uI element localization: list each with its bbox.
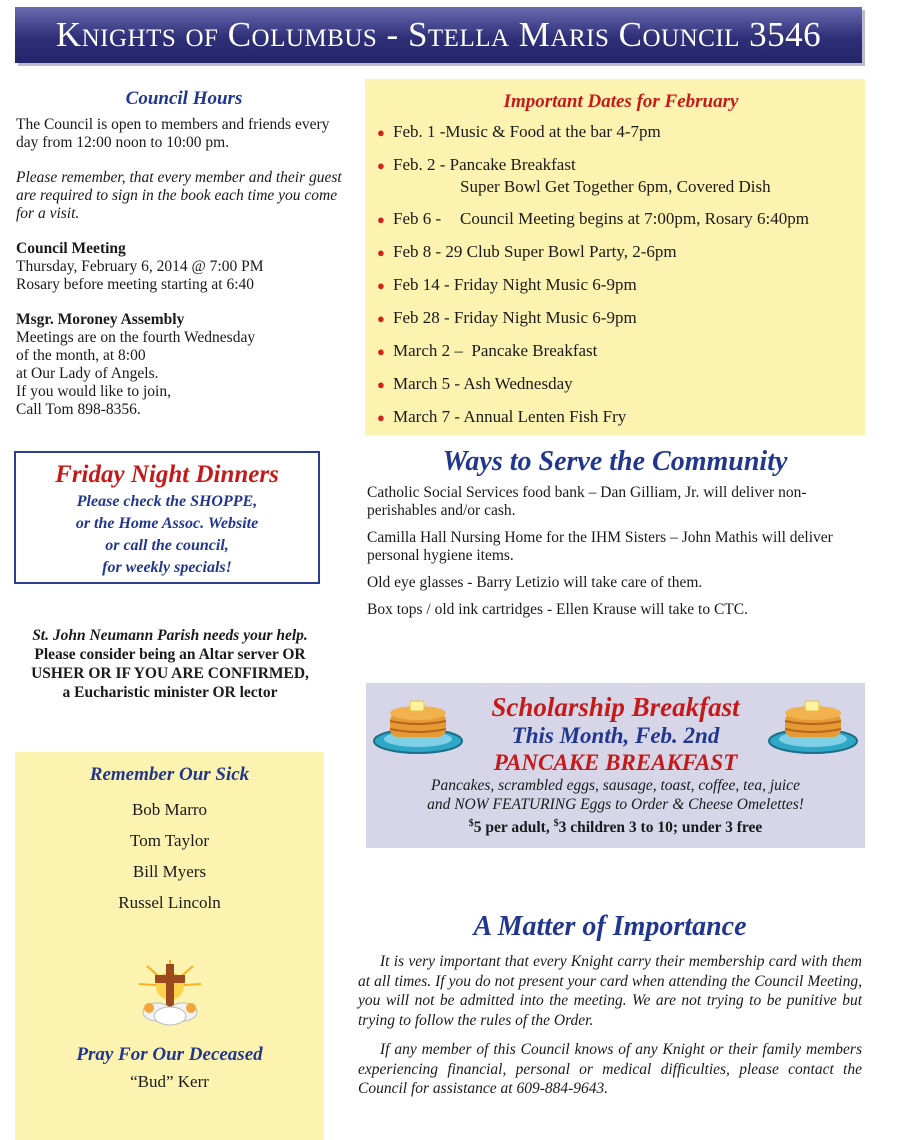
bullet-icon: ● bbox=[377, 245, 385, 260]
page-title: Knights of Columbus - Stella Maris Council 3546 bbox=[55, 15, 822, 54]
scholarship-menu: Pancakes, scrambled eggs, sausage, toast, coffee, tea, juice bbox=[431, 777, 800, 794]
sick-name: Bill Myers bbox=[132, 862, 207, 881]
importance-section bbox=[358, 910, 862, 1099]
bullet-icon: ● bbox=[377, 410, 385, 425]
date-label: Feb 6 - bbox=[393, 209, 442, 228]
assembly-line: Call Tom 898-8356. bbox=[16, 401, 141, 418]
bullet-icon: ● bbox=[377, 158, 385, 173]
importance-paragraph: It is very important that every Knight carry their membership card with them at all times. If you do not present your card when attending the Council Meeting, you will not be admitted into the meeting. We are not trying to be punitive but trying to follow the rules of the Order. bbox=[358, 953, 862, 1029]
bullet-icon: ● bbox=[377, 377, 385, 392]
date-label: Feb 28 - bbox=[393, 308, 450, 327]
header-banner bbox=[15, 7, 862, 63]
sick-name: Bob Marro bbox=[131, 800, 208, 819]
scholarship-subtitle: This Month, Feb. 2nd bbox=[511, 723, 720, 748]
date-item bbox=[377, 274, 865, 297]
scholarship-price bbox=[366, 814, 865, 837]
date-text: Ash Wednesday bbox=[463, 374, 573, 393]
friday-dinners-line: Please check the SHOPPE, bbox=[76, 493, 258, 510]
date-item bbox=[377, 406, 865, 429]
date-item bbox=[377, 373, 865, 396]
pancake-icon bbox=[767, 693, 859, 760]
serve-item: Catholic Social Services food bank – Dan Gilliam, Jr. will deliver non-perishables and/or cash. bbox=[367, 484, 807, 519]
date-text: Pancake Breakfast bbox=[449, 155, 576, 174]
council-meeting-heading: Council Meeting bbox=[16, 240, 126, 257]
pancake-icon bbox=[372, 693, 464, 760]
date-text: 29 Club Super Bowl Party, 2-6pm bbox=[445, 242, 677, 261]
friday-dinners-line: or call the council, bbox=[105, 537, 229, 554]
date-label: March 2 – bbox=[393, 341, 463, 360]
sick-name: Russel Lincoln bbox=[118, 893, 221, 912]
important-dates-box bbox=[365, 79, 865, 435]
sick-box bbox=[15, 752, 324, 1140]
deceased-heading: Pray For Our Deceased bbox=[76, 1044, 263, 1065]
friday-dinners-line: for weekly specials! bbox=[102, 559, 232, 576]
parish-notice-line: St. John Neumann Parish needs your help. bbox=[32, 627, 308, 644]
friday-dinners-heading: Friday Night Dinners bbox=[55, 461, 279, 488]
assembly-line: of the month, at 8:00 bbox=[16, 347, 146, 364]
important-dates-heading: Important Dates for February bbox=[503, 91, 739, 112]
parish-notice bbox=[10, 626, 330, 702]
serve-item: Camilla Hall Nursing Home for the IHM Sisters – John Mathis will deliver personal hygiene items. bbox=[367, 529, 833, 564]
meeting-line: Rosary before meeting starting at 6:40 bbox=[16, 276, 255, 293]
assembly-line: If you would like to join, bbox=[16, 383, 171, 400]
date-item bbox=[377, 307, 865, 330]
scholarship-event: PANCAKE BREAKFAST bbox=[493, 750, 738, 775]
friday-dinners-line: or the Home Assoc. Website bbox=[75, 515, 259, 532]
serve-section bbox=[367, 446, 863, 619]
date-subtext: Super Bowl Get Together 6pm, Covered Dish bbox=[460, 177, 771, 196]
price-currency: $ bbox=[553, 818, 559, 829]
bullet-icon: ● bbox=[377, 344, 385, 359]
friday-dinners-box bbox=[14, 451, 320, 584]
price-children: 3 children 3 to 10; under 3 free bbox=[558, 819, 763, 837]
date-label: Feb 8 - bbox=[393, 242, 442, 261]
parish-notice-line: Please consider being an Altar server OR bbox=[34, 646, 306, 663]
date-item bbox=[377, 208, 865, 231]
date-item bbox=[377, 340, 865, 363]
sign-in-reminder: Please remember, that every member and their guest are required to sign in the book each time you come for a visit. bbox=[16, 169, 342, 222]
bullet-icon: ● bbox=[377, 311, 385, 326]
date-text: Friday Night Music 6-9pm bbox=[453, 308, 637, 327]
meeting-line: Thursday, February 6, 2014 @ 7:00 PM bbox=[16, 258, 264, 275]
council-hours-section bbox=[16, 88, 352, 419]
council-hours-heading: Council Hours bbox=[125, 88, 243, 109]
parish-notice-line: a Eucharistic minister OR lector bbox=[62, 684, 278, 701]
scholarship-box bbox=[366, 683, 865, 848]
bullet-icon: ● bbox=[377, 212, 385, 227]
scholarship-title: Scholarship Breakfast bbox=[491, 692, 740, 722]
date-item bbox=[377, 154, 865, 198]
serve-heading: Ways to Serve the Community bbox=[442, 446, 788, 477]
council-hours-text: The Council is open to members and friends every day from 12:00 noon to 10:00 pm. bbox=[16, 116, 330, 151]
date-label: Feb 14 - bbox=[393, 275, 450, 294]
parish-notice-line: USHER OR IF YOU ARE CONFIRMED, bbox=[31, 665, 309, 682]
sick-heading: Remember Our Sick bbox=[89, 764, 250, 785]
date-text: Council Meeting begins at 7:00pm, Rosary 6:40pm bbox=[460, 209, 809, 228]
date-label: Feb. 1 - bbox=[393, 122, 446, 141]
price-currency: $ bbox=[468, 818, 474, 829]
assembly-line: Meetings are on the fourth Wednesday bbox=[16, 329, 256, 346]
date-text: Music & Food at the bar 4-7pm bbox=[445, 122, 661, 141]
assembly-heading: Msgr. Moroney Assembly bbox=[16, 311, 185, 328]
date-label: March 7 - bbox=[393, 407, 461, 426]
date-label: Feb. 2 - bbox=[393, 155, 446, 174]
serve-item: Box tops / old ink cartridges - Ellen Krause will take to CTC. bbox=[367, 601, 748, 618]
date-item bbox=[377, 241, 865, 264]
bullet-icon: ● bbox=[377, 278, 385, 293]
cross-icon bbox=[135, 956, 205, 1028]
price-adult: 5 per adult, bbox=[473, 819, 550, 837]
scholarship-menu: and NOW FEATURING Eggs to Order & Cheese Omelettes! bbox=[427, 796, 804, 813]
date-text: Annual Lenten Fish Fry bbox=[463, 407, 627, 426]
sick-name: Tom Taylor bbox=[130, 831, 209, 850]
date-item bbox=[377, 121, 865, 144]
assembly-line: at Our Lady of Angels. bbox=[16, 365, 159, 382]
serve-item: Old eye glasses - Barry Letizio will take care of them. bbox=[367, 574, 703, 591]
date-label: March 5 - bbox=[393, 374, 461, 393]
date-text: Pancake Breakfast bbox=[471, 341, 598, 360]
date-text: Friday Night Music 6-9pm bbox=[453, 275, 637, 294]
importance-paragraph: If any member of this Council knows of any Knight or their family members experiencing financial, personal or medical difficulties, please contact the Council for assistance at 609-884-9643. bbox=[358, 1041, 862, 1097]
importance-heading: A Matter of Importance bbox=[473, 911, 747, 942]
bullet-icon: ● bbox=[377, 125, 385, 140]
deceased-name: “Bud” Kerr bbox=[130, 1072, 209, 1091]
